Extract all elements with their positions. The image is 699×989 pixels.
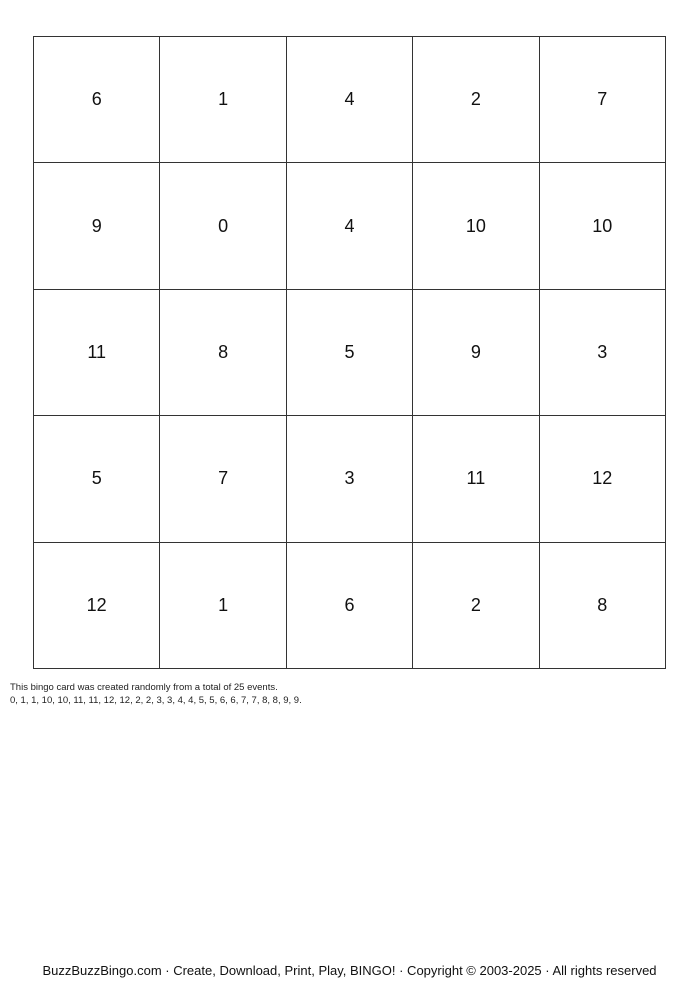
bingo-cell: 7 bbox=[540, 37, 666, 163]
bingo-cell: 10 bbox=[413, 163, 539, 289]
bingo-cell: 8 bbox=[540, 543, 666, 669]
bingo-cell: 1 bbox=[160, 37, 286, 163]
bingo-cell: 5 bbox=[34, 416, 160, 542]
bingo-cell: 4 bbox=[287, 163, 413, 289]
bingo-cell: 6 bbox=[287, 543, 413, 669]
bingo-card bbox=[33, 36, 666, 669]
bingo-cell: 12 bbox=[34, 543, 160, 669]
bingo-cell: 11 bbox=[34, 290, 160, 416]
bingo-cell: 1 bbox=[160, 543, 286, 669]
bingo-cell: 7 bbox=[160, 416, 286, 542]
notes-summary: This bingo card was created randomly from a total of 25 events. bbox=[10, 682, 278, 693]
notes-event-list: 0, 1, 1, 10, 10, 11, 11, 12, 12, 2, 2, 3, 3, 4, 4, 5, 5, 6, 6, 7, 7, 8, 8, 9, 9. bbox=[10, 695, 302, 706]
card-notes bbox=[10, 681, 302, 707]
bingo-cell: 3 bbox=[287, 416, 413, 542]
bingo-cell: 3 bbox=[540, 290, 666, 416]
bingo-cell: 9 bbox=[413, 290, 539, 416]
bingo-cell: 0 bbox=[160, 163, 286, 289]
bingo-cell: 10 bbox=[540, 163, 666, 289]
bingo-cell: 9 bbox=[34, 163, 160, 289]
bingo-cell: 12 bbox=[540, 416, 666, 542]
page-footer: BuzzBuzzBingo.com · Create, Download, Print, Play, BINGO! · Copyright © 2003-2025 · All rights reserved bbox=[42, 963, 657, 978]
bingo-cell: 2 bbox=[413, 37, 539, 163]
bingo-cell: 2 bbox=[413, 543, 539, 669]
bingo-cell: 8 bbox=[160, 290, 286, 416]
bingo-cell: 4 bbox=[287, 37, 413, 163]
bingo-cell: 6 bbox=[34, 37, 160, 163]
bingo-cell: 11 bbox=[413, 416, 539, 542]
bingo-cell: 5 bbox=[287, 290, 413, 416]
